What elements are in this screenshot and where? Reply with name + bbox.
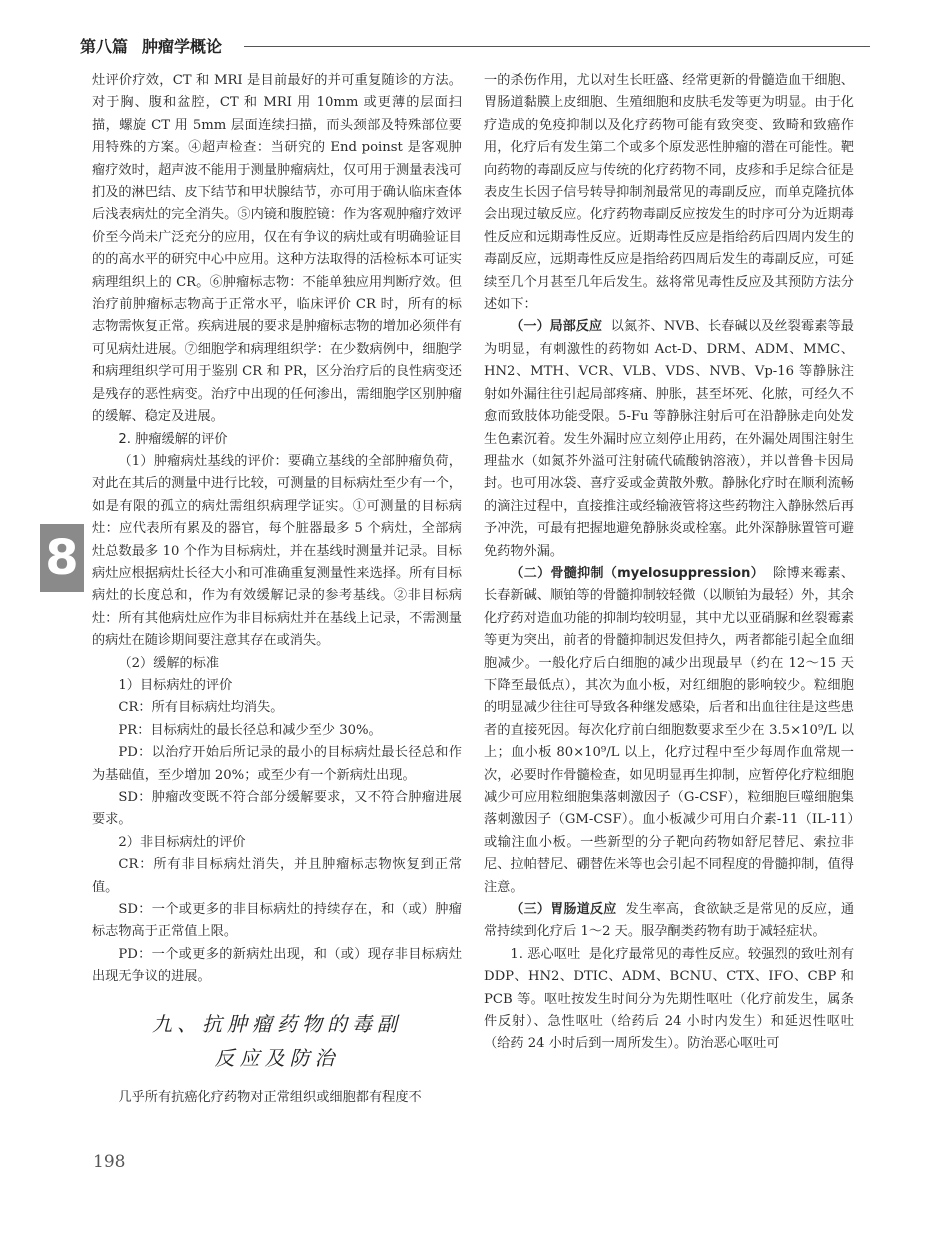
chapter-heading [92,1007,462,1075]
paragraph [484,563,854,899]
paragraph-text: 发生率高，食欲缺乏是常见的反应，通常持续到化疗后 1～2 天。服孕酮类药物有助于减轻症状。 [484,902,855,940]
chapter-tab-number: 8 [45,530,79,586]
paragraph: 几乎所有抗癌化疗药物对正常组织或细胞都有程度不 [118,1089,422,1105]
section-heading: 2. 肿瘤缓解的评价 [118,431,228,447]
paragraph: PD：一个或更多的新病灶出现，和（或）现存非目标病灶出现无争议的进展。 [92,946,462,985]
paragraph: 灶评价疗效，CT 和 MRI 是目前最好的并可重复随诊的方法。对于胸、腹和盆腔，CT 和 MRI 用 10mm 或更薄的层面扫描，螺旋 CT 用 5mm 层面连续扫描，而头颈部及特殊部位要用特殊的方案。④超声检查：当研究的 End poinst 是客观肿瘤疗效时，超声波不能用于测量肿瘤病灶，仅可用于测量表浅可扪及的淋巴结、皮下结节和甲状腺结节，亦可用于确认临床查体后浅表病灶的完全消失。⑤内镜和腹腔镜：作为客观肿瘤疗效评价至今尚未广泛充分的应用，仅在有争议的病灶或有明确验证目的的高水平的研究中心中应用。这种方法取得的活检标本可证实病理组织上的 CR。⑥肿瘤标志物：不能单独应用判断疗效。但治疗前肿瘤标志物高于正常水平，临床评价 CR 时，所有的标志物需恢复正常。疾病进展的要求是肿瘤标志物的增加必须伴有可见病灶进展。⑦细胞学和病理组织学：在少数病例中，细胞学和病理组织学可用于鉴别 CR 和 PR，区分治疗后的良性病变还是残存的恶性病变。治疗中出现的任何渗出，需细胞学区别肿瘤的缓解、稳定及进展。 [92,73,462,425]
list-item: CR：所有目标病灶均消失。 [118,700,284,716]
running-header [80,33,870,57]
paragraph: CR：所有非目标病灶消失，并且肿瘤标志物恢复到正常值。 [92,857,462,895]
right-column [484,70,854,1056]
list-item: 2）非目标病灶的评价 [118,834,246,850]
paragraph: SD：一个或更多的非目标病灶的持续存在，和（或）肿瘤标志物高于正常值上限。 [92,902,462,940]
chapter-heading-line-1: 九、抗肿瘤药物的毒副 [152,1011,402,1036]
left-column [92,70,462,1109]
paragraph [484,899,854,944]
numbered-heading: 1. 恶心呕吐 [510,946,581,962]
subsection-heading: （一）局部反应 [510,319,603,335]
paragraph-text: 以氮芥、NVB、长春碱以及丝裂霉素等最为明显，有刺激性的药物如 Act-D、DRM、ADM、MMC、HN2、MTH、VCR、VLB、VDS、NVB、Vp-16 等静脉注射如外漏往往引起局部疼痛、肿胀，甚至坏死、化脓，可经久不愈而致肢体功能受限。5-Fu 等静脉注射后可在沿静脉走向处发生色素沉着。发生外漏时应立刻停止用药，在外漏处周围注射生理盐水（如氮芥外溢可注射硫代硫酸钠溶液），并以普鲁卡因局封。也可用冰袋、喜疗妥或金黄散外敷。静脉化疗时在顺利流畅的滴注过程中，直接推注或经输液管将这些药物注入静脉然后再予冲洗，可最有把握地避免静脉炎或栓塞。此外深静脉置管可避免药物外漏。 [484,319,854,559]
list-item: 1）目标病灶的评价 [118,677,233,693]
list-item: PR：目标病灶的最长径总和减少至少 30%。 [118,722,382,738]
header-rule [244,46,870,47]
paragraph: （1）肿瘤病灶基线的评价：要确立基线的全部肿瘤负荷，对此在其后的测量中进行比较，可测量的目标病灶至少有一个，如是有限的孤立的病灶需组织病理学证实。①可测量的目标病灶：应代表所有累及的器官，每个脏器最多 5 个病灶，全部病灶总数最多 10 个作为目标病灶，并在基线时测量并记录。目标病灶应根据病灶长径大小和可准确重复测量性来选择。所有目标病灶的长度总和，作为有效缓解记录的参考基线。②非目标病灶：所有其他病灶应作为非目标病灶并在基线上记录，不需测量的病灶在随诊期间要注意其存在或消失。 [92,453,462,649]
paragraph [484,316,854,562]
header-part: 第八篇 [80,36,129,56]
subsection-heading: （二）骨髓抑制（myelosuppression） [510,565,765,581]
subsection-heading: （三）胃肠道反应 [510,902,617,918]
list-item: （2）缓解的标准 [118,655,220,671]
chapter-side-tab [40,524,84,592]
paragraph: PD：以治疗开始后所记录的最小的目标病灶最长径总和作为基础值，至少增加 20%；或至少有一个新病灶出现。 [92,745,462,783]
header-title [80,34,236,57]
chapter-heading-line-2: 反应及防治 [214,1045,340,1070]
paragraph-text: 除博来霉素、长春新碱、顺铂等的骨髓抑制较轻微（以顺铂为最轻）外，其余化疗药对造血功能的抑制均较明显，其中尤以亚硝脲和丝裂霉素等更为突出，前者的骨髓抑制迟发但持久，两者都能引起全血细胞减少。一般化疗后白细胞的减少出现最早（约在 12～15 天下降至最低点），其次为血小板，对红细胞的影响较少。粒细胞的明显减少往往可导致各种继发感染，后者和出血往往是这些患者的直接死因。每次化疗前白细胞数要求至少在 3.5×10⁹/L 以上；血小板 80×10⁹/L 以上，化疗过程中至少每周作血常规一次，必要时作骨髓检查，如见明显再生抑制，应暂停化疗粒细胞减少可应用粒细胞集落刺激因子（G-CSF），粒细胞巨噬细胞集落刺激因子（GM-CSF）。血小板减少可用白介素-11（IL-11）或输注血小板。一些新型的分子靶向药物如舒尼替尼、索拉非尼、拉帕替尼、硼替佐米等也会引起不同程度的骨髓抑制，值得注意。 [484,565,855,895]
page-number: 198 [93,1152,126,1172]
paragraph [484,944,854,1056]
paragraph: 一的杀伤作用，尤以对生长旺盛、经常更新的骨髓造血干细胞、胃肠道黏膜上皮细胞、生殖细胞和皮肤毛发等更为明显。由于化疗造成的免疫抑制以及化疗药物可能有致突变、致畸和致癌作用，化疗后有发生第二个或多个原发恶性肿瘤的潜在可能性。靶向药物的毒副反应与传统的化疗药物不同，皮疹和手足综合征是表皮生长因子信号转导抑制剂最常见的毒副反应，而单克隆抗体会出现过敏反应。化疗药物毒副反应按发生的时序可分为近期毒性反应和远期毒性反应。近期毒性反应是指给药后四周内发生的毒副反应，远期毒性反应是指给药四周后发生的毒副反应，可延续至几个月甚至几年后发生。兹将常见毒性反应及其预防方法分述如下： [484,73,854,313]
paragraph: SD：肿瘤改变既不符合部分缓解要求，又不符合肿瘤进展要求。 [92,790,462,828]
header-section-title: 肿瘤学概论 [142,36,223,56]
paragraph-text: 是化疗最常见的毒性反应。较强烈的致吐剂有 DDP、HN2、DTIC、ADM、BCNU、CTX、IFO、CBP 和 PCB 等。呕吐按发生时间分为先期性呕吐（化疗前发生，属条件反射）、急性呕吐（给药后 24 小时内发生）和延迟性呕吐（给药 24 小时后到一周所发生）。防治恶心呕吐可 [484,946,855,1052]
